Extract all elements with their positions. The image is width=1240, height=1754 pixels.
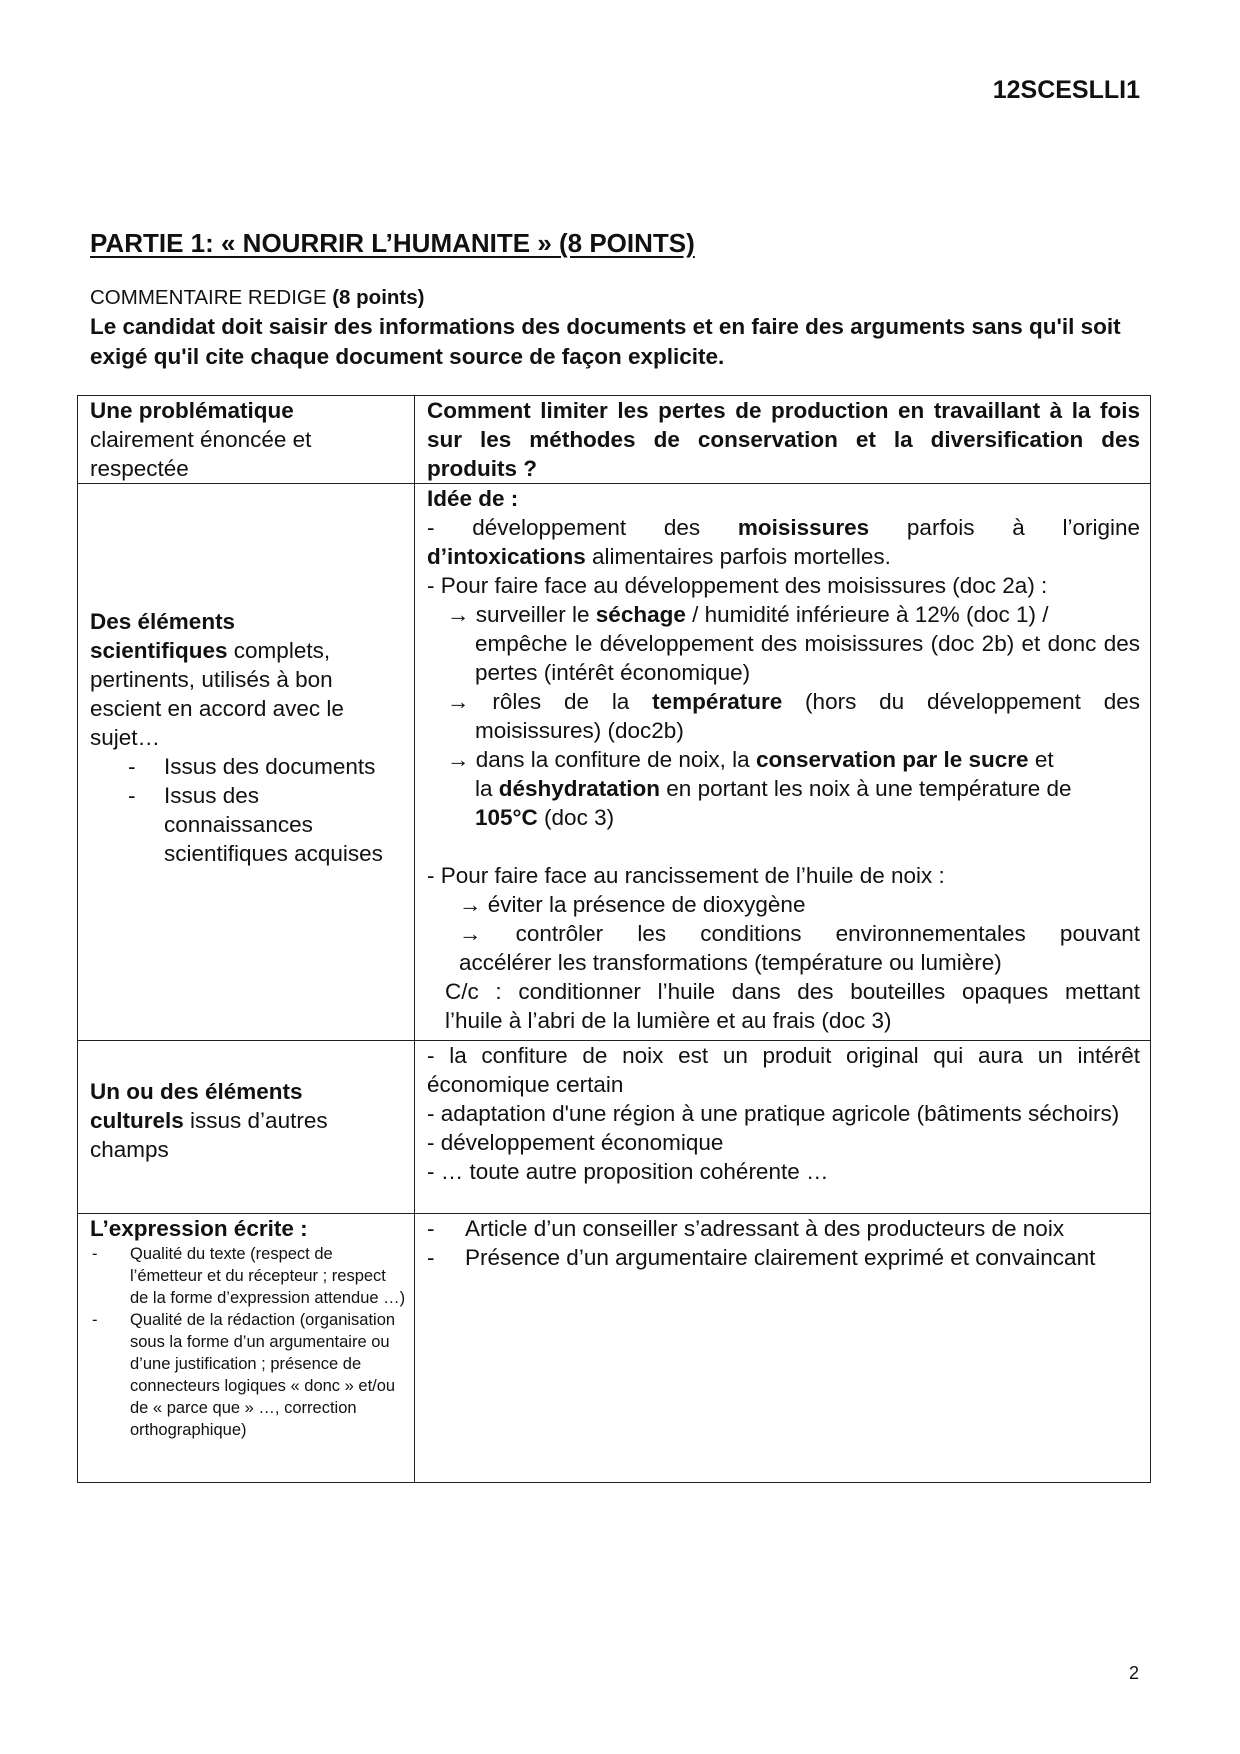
line: l’huile à l’abri de la lumière et au frais (doc 3) bbox=[445, 1008, 892, 1033]
criterion-rest: complets, pertinents, utilisés à bon escient en accord avec le sujet… bbox=[90, 637, 344, 750]
line bbox=[427, 919, 1140, 948]
word: parfois bbox=[906, 515, 975, 540]
word: l’origine bbox=[1062, 515, 1140, 540]
table-row bbox=[78, 484, 1151, 1041]
grading-table bbox=[77, 395, 1151, 1483]
idea-label: Idée de : bbox=[427, 486, 519, 511]
criterion-cell bbox=[78, 1214, 415, 1483]
section-subtitle bbox=[90, 286, 424, 310]
list-item-text: Issus des documents bbox=[164, 753, 376, 779]
text: (hors du développement des bbox=[782, 689, 1141, 714]
bold-text: 105°C bbox=[475, 805, 538, 830]
intro-text: Le candidat doit saisir des informations des documents et en faire des arguments sans qu'il soit exigé qu'il cite chaque document source de façon explicite. bbox=[90, 314, 1121, 369]
criterion-text bbox=[90, 607, 408, 752]
criterion-text bbox=[90, 1077, 408, 1178]
line: moisissures) (doc2b) bbox=[475, 718, 684, 743]
criterion-title: L’expression écrite : bbox=[90, 1216, 308, 1241]
arrow-icon: → bbox=[459, 892, 482, 917]
line: accélérer les transformations (température ou lumière) bbox=[459, 950, 1002, 975]
criterion-cell bbox=[78, 1041, 415, 1214]
line: empêche le développement des moisissures (doc 2b) et donc des pertes (intérêt économique) bbox=[475, 631, 1140, 685]
subtitle-label: COMMENTAIRE REDIGE bbox=[90, 286, 327, 309]
subtitle-points: (8 points) bbox=[332, 286, 425, 309]
list-item-text: Présence d’un argumentaire clairement exprimé et convaincant bbox=[465, 1245, 1096, 1270]
dash: - bbox=[427, 1216, 435, 1241]
bold-text: séchage bbox=[595, 602, 686, 627]
document-code: 12SCESLLI1 bbox=[992, 76, 1140, 104]
text: surveiller le bbox=[469, 602, 596, 627]
word: à bbox=[1012, 515, 1025, 540]
line: C/c : conditionner l’huile dans des bouteilles opaques mettant bbox=[445, 979, 1140, 1004]
dash: - bbox=[427, 1245, 435, 1270]
criterion-bold: Un ou des éléments bbox=[90, 1078, 303, 1104]
arrow-icon: → bbox=[447, 747, 470, 772]
list-item bbox=[90, 781, 408, 918]
list-item: - … toute autre proposition cohérente … bbox=[427, 1159, 829, 1184]
text: éviter la présence de dioxygène bbox=[481, 892, 806, 917]
problem-statement: Comment limiter les pertes de production en travaillant à la fois sur les méthodes de conservation et la diversification des produits ? bbox=[427, 398, 1140, 481]
dash: - bbox=[128, 782, 136, 808]
table-row bbox=[78, 1041, 1151, 1214]
line: - Pour faire face au développement des moisissures (doc 2a) : bbox=[427, 573, 1048, 598]
criterion-bold: culturels bbox=[90, 1107, 184, 1133]
criterion-text: clairement énoncée et respectée bbox=[90, 427, 312, 481]
text: (doc 3) bbox=[537, 805, 615, 830]
bold-text: température bbox=[652, 689, 783, 714]
word: développement bbox=[472, 515, 627, 540]
line bbox=[427, 745, 1140, 774]
arrow-icon: → bbox=[447, 689, 470, 714]
bold-text: déshydratation bbox=[498, 776, 661, 801]
list-item: - la confiture de noix est un produit original qui aura un intérêt économique certain bbox=[427, 1043, 1140, 1097]
list-item bbox=[90, 1243, 408, 1309]
table-row bbox=[78, 396, 1151, 484]
word: des bbox=[663, 515, 701, 540]
criterion-bold: Des éléments bbox=[90, 608, 236, 634]
list-item-text: Issus des connaissances scientifiques acquises bbox=[164, 782, 383, 866]
arrow-icon: → bbox=[447, 602, 470, 627]
list-item bbox=[427, 1243, 1140, 1272]
line bbox=[427, 803, 1140, 861]
list-item-text: Article d’un conseiller s’adressant à des producteurs de noix bbox=[465, 1216, 1065, 1241]
list-item bbox=[90, 752, 408, 781]
expected-cell bbox=[415, 484, 1151, 1041]
list-item-text: Qualité de la rédaction (organisation sous la forme d’un argumentaire ou d’une justification ; présence de connecteurs logiques « donc » et/ou de « parce que » …, correction orthographique) bbox=[130, 1311, 396, 1439]
text: contrôler les conditions environnementales pouvant bbox=[481, 921, 1140, 946]
line: - Pour faire face au rancissement de l’huile de noix : bbox=[427, 863, 945, 888]
dash: - bbox=[92, 1311, 98, 1329]
criterion-rest: issus d’autres champs bbox=[90, 1107, 328, 1162]
line bbox=[427, 687, 1140, 716]
bold-text: d’intoxications bbox=[427, 544, 586, 569]
list-item: - adaptation d'une région à une pratique agricole (bâtiments séchoirs) bbox=[427, 1101, 1120, 1126]
expected-cell bbox=[415, 396, 1151, 484]
list-item bbox=[427, 1214, 1140, 1243]
criterion-cell bbox=[78, 484, 415, 1041]
text: la bbox=[475, 776, 499, 801]
dash: - bbox=[128, 753, 136, 779]
page-number: 2 bbox=[1128, 1663, 1139, 1683]
dash: - bbox=[427, 515, 435, 540]
line bbox=[427, 890, 1140, 919]
page-title: PARTIE 1: « NOURRIR L’HUMANITE » (8 POINTS) bbox=[90, 228, 695, 258]
text: rôles de la bbox=[469, 689, 653, 714]
line bbox=[427, 542, 1140, 571]
text: et bbox=[1028, 747, 1054, 772]
text: / humidité inférieure à 12% (doc 1) / bbox=[685, 602, 1049, 627]
arrow-icon: → bbox=[459, 921, 482, 946]
line bbox=[427, 600, 1140, 629]
line bbox=[427, 774, 1140, 803]
text: en portant les noix à une température de bbox=[660, 776, 1072, 801]
line bbox=[427, 513, 1140, 542]
text: dans la confiture de noix, la bbox=[469, 747, 756, 772]
bold-text: conservation par le sucre bbox=[755, 747, 1029, 772]
list-item: - développement économique bbox=[427, 1130, 724, 1155]
expected-cell bbox=[415, 1214, 1151, 1483]
criterion-bold: scientifiques bbox=[90, 637, 228, 663]
expected-cell bbox=[415, 1041, 1151, 1214]
table-row bbox=[78, 1214, 1151, 1483]
text: alimentaires parfois mortelles. bbox=[585, 544, 891, 569]
dash: - bbox=[92, 1245, 98, 1263]
list-item-text: Qualité du texte (respect de l’émetteur et du récepteur ; respect de la forme d’expression attendue …) bbox=[130, 1245, 406, 1307]
criterion-cell bbox=[78, 396, 415, 484]
list-item bbox=[90, 1309, 408, 1441]
criterion-title: Une problématique bbox=[90, 398, 294, 423]
word: moisissures bbox=[737, 515, 870, 540]
